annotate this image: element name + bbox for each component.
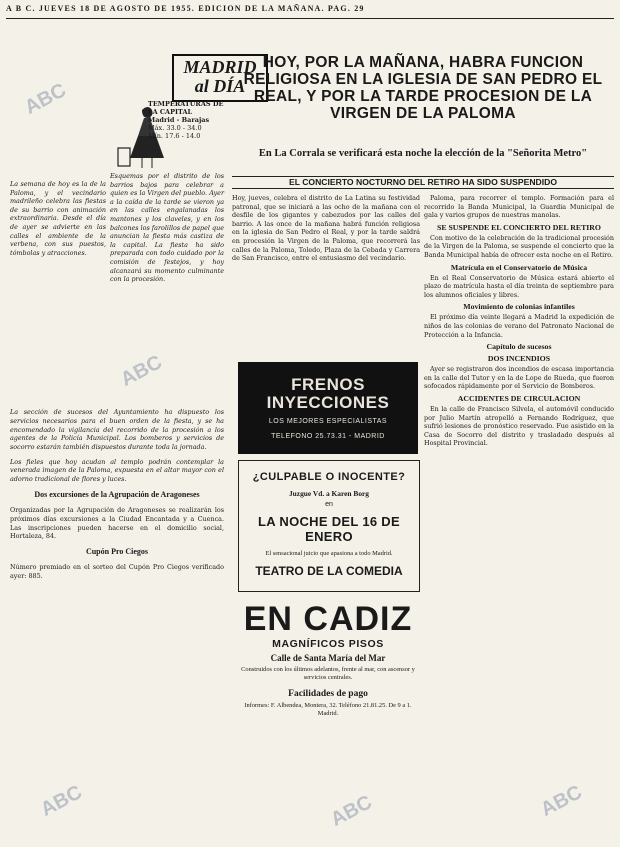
cadiz-advertisement <box>238 596 418 840</box>
left-intro-text: La semana de hoy es la de la Paloma, y el vecindario madrileño celebra las fiestas de su barrio con animación extraordinaria. Desde el día de ayer se advierte en las calles el ambiente de la verbena, con sus puestos, tómbolas y atracciones. <box>10 180 106 257</box>
conservatorio-heading: Matrícula en el Conservatorio de Música <box>450 262 588 272</box>
incendios-heading: DOS INCENDIOS <box>487 354 551 364</box>
theatre-ad-judge: Juzgue Vd. a Karen Borg <box>288 489 369 498</box>
brakes-ad-title: FRENOS INYECCIONES <box>266 375 390 412</box>
cadiz-ad-facilities: Facilidades de pago <box>288 688 368 699</box>
brakes-ad-line2: TELEFONO 25.73.31 - MADRID <box>271 433 385 440</box>
conservatorio-text: En el Real Conservatorio de Música estará abierto el plazo de matrícula hasta el día treinta de septiembre para los alumnos oficiales y libres. <box>424 273 614 299</box>
colonias-text: El próximo día veinte llegará a Madrid la expedición de niños de las colonias de verano del Patronato Nacional de Protección a la Infancia. <box>424 313 614 339</box>
colonias-heading: Movimiento de colonias infantiles <box>463 302 575 312</box>
sucesos-heading: Capítulo de sucesos <box>486 342 552 352</box>
brakes-ad-line1: LOS MEJORES ESPECIALISTAS <box>268 418 388 425</box>
concert-section-heading: EL CONCIERTO NOCTURNO DEL RETIRO HA SIDO SUSPENDIDO <box>232 176 614 189</box>
cadiz-ad-contact: Informes: F. Albendea, Montera, 32. Teléfono 21.81.25. De 9 a 1. Madrid. <box>244 701 412 718</box>
page-header: A B C. JUEVES 18 DE AGOSTO DE 1955. EDICION DE LA MAÑANA. PAG. 29 <box>6 4 614 19</box>
cupon-text: Número premiado en el sorteo del Cupón Pro Ciegos verificado ayer: 885. <box>10 563 224 581</box>
accidentes-heading: ACCIDENTES DE CIRCULACION <box>457 393 581 403</box>
right-column <box>424 194 614 840</box>
al-dia-title: al DÍA <box>194 76 246 96</box>
abc-watermark: ABC <box>327 791 376 831</box>
left-lower-para1: La sección de sucesos del Ayuntamiento ha dispuesto los servicios necesarios para el buen orden de la fiesta, y se ha encomendado la vigilancia del recorrido de la procesión a los agentes de la Policía Municipal. Los bomberos y servicios de socorro estarán también dispuestos durante toda la jornada. <box>10 408 224 451</box>
concierto-text: Con motivo de la celebración de la tradicional procesión de la Virgen de la Paloma, se suspende el concierto que la Banda Municipal había de ofrecer esta noche en el Retiro. <box>424 233 614 259</box>
madrid-title: MADRID <box>183 57 257 77</box>
temperatures-title: TEMPERATURAS DE LA CAPITAL <box>148 100 224 116</box>
temperatures-box <box>148 100 228 140</box>
incendios-text: Ayer se registraron dos incendios de escasa importancia en la calle del Tutor y en la de Lope de Rueda, que fueron sofocados rápidamente por el Servicio de Bomberos. <box>424 365 614 391</box>
temperatures-min: Mín. 17.6 - 14.0 <box>148 132 201 140</box>
theatre-ad-question: ¿CULPABLE O INOCENTE? <box>252 471 406 483</box>
theatre-advertisement <box>238 460 420 592</box>
brakes-advertisement <box>238 362 418 454</box>
left-lower-para2: Los fieles que hoy acudan al templo podrán contemplar la venerada imagen de la Paloma, expuesta en el altar mayor con el adorno tradicional de flores y luces. <box>10 457 224 483</box>
cadiz-ad-pisos: MAGNÍFICOS PISOS <box>272 638 384 650</box>
abc-watermark: ABC <box>537 781 586 821</box>
middle-article-text: Hoy, jueves, celebra el distrito de La Latina su festividad patronal, que se iniciará a las ocho de la mañana con el desfile de los gigantes y cabezudos por las calles del barrio. A las once de la mañana habrá función religiosa en la iglesia de San Pedro el Real, y por la tarde saldrá en procesión la Virgen de la Paloma, que recorrerá las calles de la Paloma, Toledo, Plaza de la Cebada y Carrera de San Francisco, entre el entusiasmo del vecindario. <box>232 194 420 263</box>
aragoneses-heading: Dos excursiones de la Agrupación de Aragoneses <box>34 489 200 499</box>
theatre-ad-en: en <box>325 501 333 508</box>
theatre-ad-name: TEATRO DE LA COMEDIA <box>255 564 403 578</box>
right-intro-text: Paloma, para recorrer el templo. Formación para el recorrido la Banda Municipal, la Guardia Municipal de gala y varios grupos de nuestras manolas. <box>424 194 614 220</box>
left-lower-column <box>10 402 224 587</box>
cupon-heading: Cupón Pro Ciegos <box>85 547 149 557</box>
cadiz-ad-street: Calle de Santa María del Mar <box>270 653 386 663</box>
main-headline: HOY, POR LA MAÑANA, HABRA FUNCION RELIGIOSA EN LA IGLESIA DE SAN PEDRO EL REAL, Y POR LA TARDE PROCESION DE LA VIRGEN DE LA PALOMA <box>243 54 603 122</box>
theatre-ad-note: El sensacional juicio que apasiona a todo Madrid. <box>265 550 393 557</box>
cadiz-ad-city: EN CADIZ <box>243 600 413 638</box>
cadiz-ad-text: Construidos con los últimos adelantos, frente al mar, con ascensor y servicios centrales. <box>241 666 415 682</box>
main-subhead: En La Corrala se verificará esta noche la elección de la "Señorita Metro" <box>258 148 588 159</box>
aragoneses-text: Organizadas por la Agrupación de Aragoneses se realizarán los próximos días excursiones a la Ciudad Encantada y a Cuenca. Las inscripciones pueden hacerse en el domicilio social, Hortaleza, 84. <box>10 506 224 541</box>
abc-watermark: ABC <box>37 781 86 821</box>
temperatures-max: Máx. 33.0 - 34.0 <box>148 124 202 132</box>
theatre-ad-film: LA NOCHE DEL 16 DE ENERO <box>258 514 400 544</box>
abc-watermark: ABC <box>21 79 70 119</box>
temperatures-places: Madrid - Barajas <box>148 116 210 124</box>
concierto-heading: SE SUSPENDE EL CONCIERTO DEL RETIRO <box>436 222 602 232</box>
abc-watermark: ABC <box>117 351 166 391</box>
accidentes-text: En la calle de Francisco Silvela, el automóvil conducido por Julio Martín atropelló a Fernando Rodríguez, que sufrió lesiones de pronóstico reservado. Fue asistido en la Casa de Socorro del distrito y trasladado después al Hospital Provincial. <box>424 404 614 448</box>
left-body-text: Esquemas por el distrito de los barrios bajos para celebrar a quien es la Virgen del pueblo. Ayer a la caída de la tarde se vieron ya en las calles engalanadas los mantones y los claveles, y en los balcones los farolillos de papel que anuncian la fiesta más castiza de la capital. La fiesta ha sido preparada con todo cuidado por la comisión de festejos, y hoy alcanzará su momento culminante con la procesión. <box>110 172 224 284</box>
